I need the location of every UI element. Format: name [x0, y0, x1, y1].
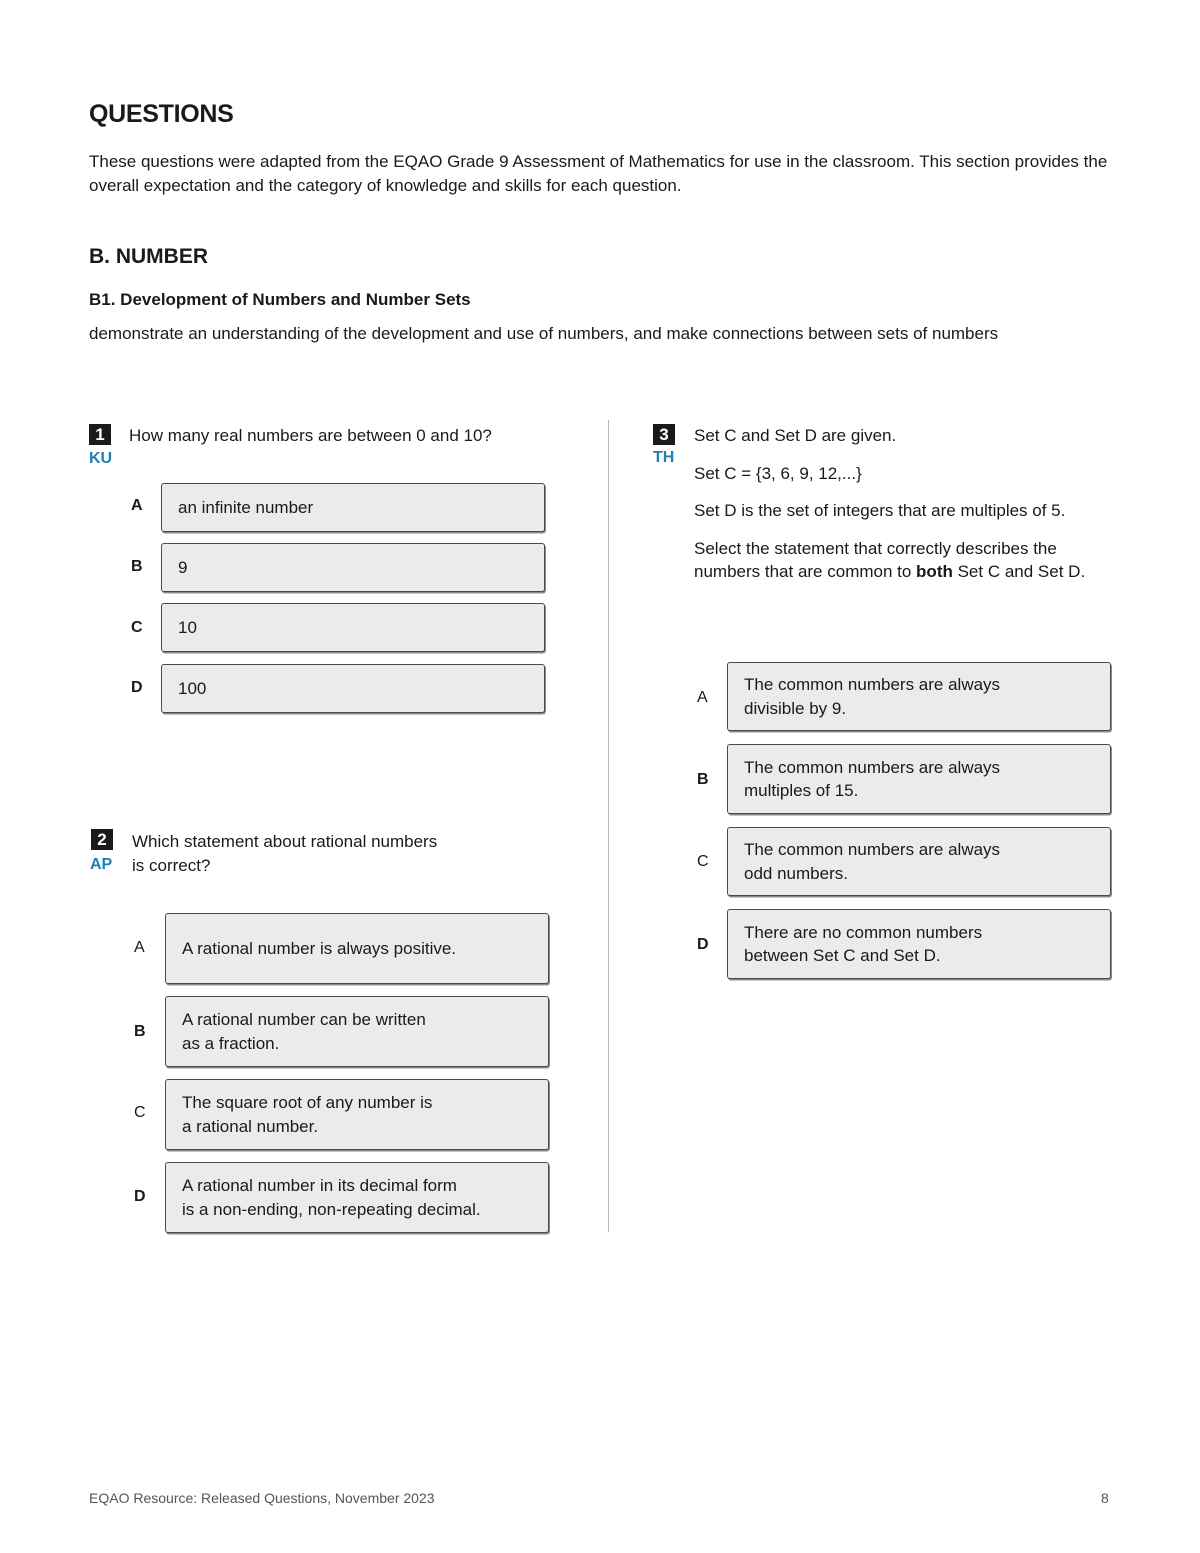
question-stem: Set C and Set D are given.: [694, 426, 897, 445]
answer-option-b[interactable]: [161, 543, 545, 592]
option-letter: C: [134, 1104, 146, 1121]
overall-expectation: demonstrate an understanding of the development and use of numbers, and make connections between sets of numbers: [89, 324, 999, 343]
option-text: The common numbers are always multiples of 15.: [744, 757, 1001, 800]
question-prompt: [694, 537, 1094, 584]
option-text: A rational number can be written as a fraction.: [182, 1010, 426, 1053]
option-letter: D: [134, 1188, 146, 1205]
option-text: The square root of any number is a rational number.: [182, 1093, 433, 1136]
prompt-text: Select the statement that correctly describes the numbers that are common to: [694, 538, 1057, 581]
option-letter: A: [131, 497, 143, 514]
question-number-badge: 2: [91, 829, 113, 850]
answer-option-a[interactable]: [165, 913, 549, 984]
option-letter: C: [131, 619, 143, 636]
option-text: The common numbers are always divisible by 9.: [744, 675, 1001, 718]
option-text: 10: [178, 617, 197, 637]
answer-option-c[interactable]: [727, 827, 1111, 896]
answer-option-a[interactable]: [161, 483, 545, 532]
option-letter: B: [131, 558, 143, 575]
prompt-emphasis: both: [916, 562, 953, 581]
option-text: The common numbers are always odd numbers.: [744, 840, 1001, 883]
option-letter: C: [697, 853, 709, 870]
page-title: QUESTIONS: [89, 100, 234, 128]
category-label: TH: [653, 449, 675, 466]
question-body: [694, 424, 1094, 598]
option-letter: D: [697, 936, 709, 953]
answer-option-d[interactable]: [727, 909, 1111, 979]
category-label: KU: [89, 450, 113, 467]
option-text: A rational number in its decimal form is a non-ending, non-repeating decimal.: [182, 1176, 481, 1219]
question-stem: How many real numbers are between 0 and 10?: [129, 426, 492, 445]
option-text: an infinite number: [178, 497, 314, 517]
prompt-text-end: Set C and Set D.: [952, 562, 1086, 581]
answer-option-d[interactable]: [161, 664, 545, 713]
answer-option-c[interactable]: [161, 603, 545, 652]
answer-option-b[interactable]: [165, 996, 549, 1067]
strand-title: B. NUMBER: [89, 245, 208, 268]
option-letter: A: [697, 689, 708, 706]
option-text: There are no common numbers between Set C and Set D.: [744, 922, 983, 965]
option-letter: B: [134, 1023, 146, 1040]
answer-option-a[interactable]: [727, 662, 1111, 731]
set-c-definition: Set C = {3, 6, 9, 12,...}: [694, 463, 862, 483]
option-text: 9: [178, 557, 188, 577]
option-text: A rational number is always positive.: [182, 938, 457, 958]
column-divider: [608, 420, 609, 1232]
option-letter: A: [134, 939, 145, 956]
answer-option-d[interactable]: [165, 1162, 549, 1233]
question-number-badge: 3: [653, 424, 675, 445]
strand-subtitle: B1. Development of Numbers and Number Sets: [89, 290, 471, 309]
option-text: 100: [178, 678, 207, 698]
option-letter: B: [697, 771, 709, 788]
question-stem: Which statement about rational numbers is correct?: [132, 832, 438, 875]
question-number-badge: 1: [89, 424, 111, 445]
set-d-definition: Set D is the set of integers that are multiples of 5.: [694, 501, 1066, 520]
intro-text: These questions were adapted from the EQAO Grade 9 Assessment of Mathematics for use in the classroom. This section provides the overall expectation and the category of knowledge and skills for each question.: [89, 152, 1108, 195]
answer-option-c[interactable]: [165, 1079, 549, 1150]
option-letter: D: [131, 679, 143, 696]
footer-source: EQAO Resource: Released Questions, November 2023: [89, 1490, 435, 1506]
page-number: 8: [1101, 1490, 1109, 1506]
answer-option-b[interactable]: [727, 744, 1111, 814]
category-label: AP: [90, 856, 113, 873]
